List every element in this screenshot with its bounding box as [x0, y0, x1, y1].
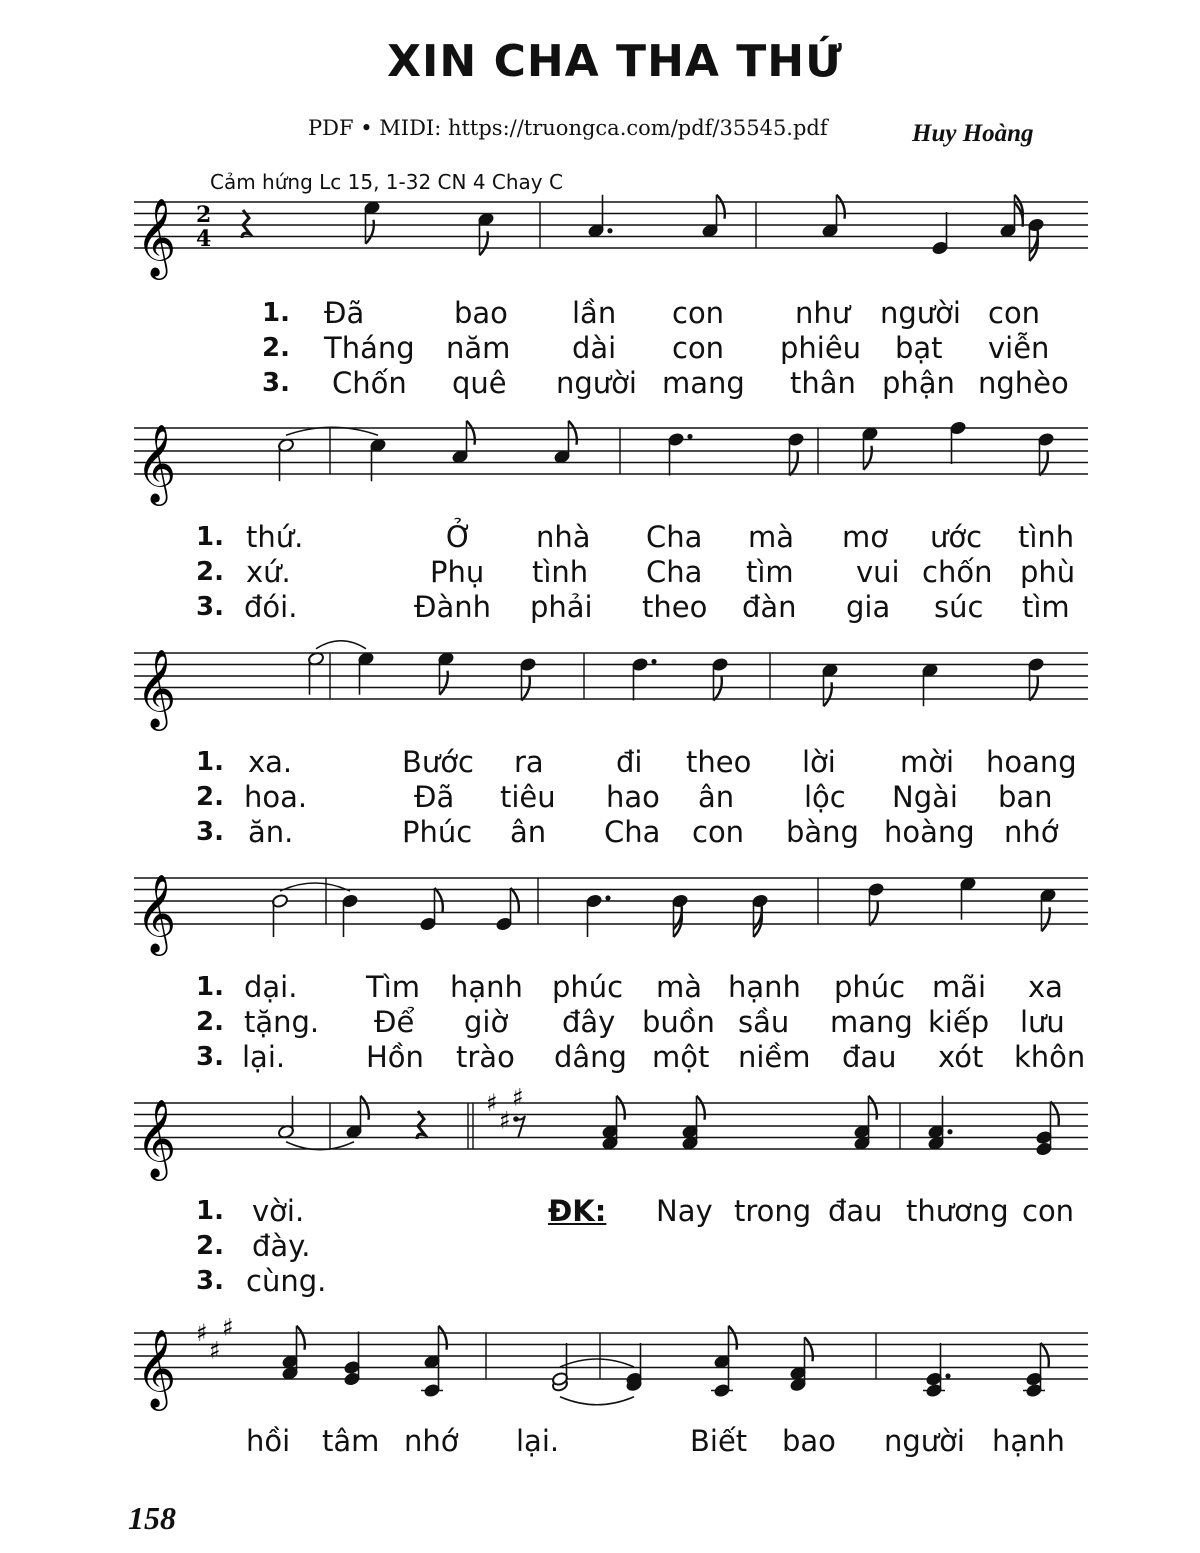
sharp-icon: ♯ — [486, 1089, 498, 1117]
note-flag — [1051, 1102, 1059, 1126]
note-flag — [366, 220, 374, 244]
lyric-syllable: con — [672, 296, 725, 330]
note-flag — [805, 1337, 813, 1361]
lyric-syllable: lần — [572, 296, 617, 330]
treble-clef-icon: 𝄞 — [136, 1329, 177, 1408]
lyric-syllable: Đành — [414, 590, 492, 624]
lyric-syllable: theo — [686, 745, 752, 779]
lyric-syllable: Ở — [446, 520, 473, 554]
lyric-syllable: Đã — [414, 780, 455, 814]
treble-clef-icon: 𝄞 — [136, 198, 177, 277]
lyric-syllable: phúc — [834, 970, 906, 1004]
staff-group — [134, 641, 1088, 731]
lyric-syllable: hạnh — [992, 1424, 1065, 1458]
lyric-syllable: đàn — [742, 590, 797, 624]
treble-clef-icon: 𝄞 — [136, 424, 177, 503]
note-flag — [361, 1096, 369, 1120]
lyric-syllable: Để — [374, 1005, 415, 1039]
verse-number: 1. — [196, 522, 224, 552]
lyric-syllable: ân — [510, 815, 547, 849]
verse-number: 3. — [196, 592, 224, 622]
lyric-syllable: tâm — [322, 1424, 380, 1458]
sharp-icon: ♯ — [512, 1083, 524, 1112]
lyric-syllable: đày. — [252, 1229, 311, 1263]
lyric-syllable: ước — [930, 520, 983, 554]
lyric-syllable: Đã — [324, 296, 365, 330]
lyric-syllable: phúc — [552, 970, 624, 1004]
lyric-syllable: dài — [572, 331, 617, 365]
verse-number: 3. — [196, 817, 224, 847]
lyric-syllable: phù — [1020, 555, 1076, 589]
verse-number: 1. — [196, 972, 224, 1002]
lyric-syllable: cùng. — [246, 1264, 327, 1298]
lyric-syllable: hồi — [246, 1424, 291, 1458]
staff — [0, 142, 1200, 312]
lyric-syllable: phận — [882, 366, 955, 400]
verse-number: 1. — [262, 298, 290, 328]
note-flag — [790, 452, 798, 476]
lyric-syllable: Tháng — [324, 331, 415, 365]
verse-number: 3. — [262, 368, 290, 398]
note-flag — [617, 1096, 625, 1120]
refrain-label: ĐK: — [548, 1194, 607, 1228]
note-flag — [569, 421, 577, 445]
lyric-syllable: nhớ — [1004, 815, 1059, 849]
lyric-syllable: theo — [642, 590, 708, 624]
note-flag — [522, 677, 530, 701]
lyric-syllable: người — [880, 296, 961, 330]
lyric-syllable: quê — [452, 366, 507, 400]
verse-number: 2. — [196, 1231, 224, 1261]
lyric-syllable: Biết — [690, 1424, 748, 1458]
note-flag — [1042, 907, 1050, 931]
lyric-syllable: mà — [748, 520, 795, 554]
lyric-syllable: thứ. — [246, 520, 304, 554]
note-flag — [864, 446, 872, 470]
treble-clef-icon: 𝄞 — [136, 874, 177, 953]
lyric-syllable: vui — [856, 555, 900, 589]
staff-group — [134, 874, 1088, 956]
staff — [0, 1273, 1200, 1443]
lyric-syllable: thân — [790, 366, 856, 400]
lyric-syllable: hao — [606, 780, 660, 814]
lyric-syllable: mang — [830, 1005, 913, 1039]
lyric-syllable: Bước — [402, 745, 474, 779]
lyric-syllable: bạt — [895, 331, 943, 365]
dot — [605, 895, 610, 900]
dot — [947, 1129, 952, 1134]
verse-number: 3. — [196, 1042, 224, 1072]
staff-group — [134, 195, 1088, 280]
dot — [607, 228, 612, 233]
note-flag — [729, 1326, 737, 1350]
note-flag — [697, 1096, 705, 1120]
lyric-syllable: Chốn — [332, 366, 407, 400]
lyric-syllable: người — [884, 1424, 965, 1458]
lyric-syllable: bao — [454, 296, 508, 330]
note-flag — [1030, 677, 1038, 701]
sharp-icon: ♯ — [209, 1336, 221, 1365]
lyric-syllable: tặng. — [244, 1005, 320, 1039]
composer: Huy Hoàng — [912, 120, 1034, 147]
lyric-syllable: viễn — [988, 331, 1050, 365]
dot — [945, 1373, 950, 1378]
refrain-lyric: Nay — [656, 1194, 713, 1228]
lyric-syllable: mơ — [842, 520, 888, 554]
lyric-syllable: vời. — [252, 1194, 305, 1228]
lyric-syllable: mãi — [932, 970, 987, 1004]
lyric-syllable: hoa. — [244, 780, 308, 814]
lyric-syllable: con — [672, 331, 725, 365]
note-flag — [297, 1326, 305, 1350]
verse-number: 3. — [196, 1266, 224, 1296]
lyric-syllable: kiếp — [928, 1005, 990, 1039]
lyric-syllable: phải — [530, 590, 593, 624]
lyric-syllable: đây — [562, 1005, 616, 1039]
lyric-syllable: trào — [456, 1040, 515, 1074]
lyric-syllable: Ngài — [892, 780, 958, 814]
lyric-syllable: chốn — [922, 555, 993, 589]
lyric-syllable: nhà — [536, 520, 591, 554]
lyric-syllable: lại. — [242, 1040, 286, 1074]
refrain-lyric: thương — [906, 1194, 1009, 1228]
lyric-syllable: xứ. — [246, 555, 291, 589]
lyric-syllable: mang — [662, 366, 745, 400]
refrain-lyric: đau — [828, 1194, 883, 1228]
note-flag — [440, 671, 448, 695]
lyric-syllable: sầu — [738, 1005, 790, 1039]
lyric-syllable: giờ — [464, 1005, 509, 1039]
verse-number: 2. — [196, 1007, 224, 1037]
lyric-syllable: con — [692, 815, 745, 849]
note-flag — [467, 421, 475, 445]
note-flag — [511, 888, 519, 912]
lyric-syllable: xót — [938, 1040, 984, 1074]
lyric-syllable: nghèo — [978, 366, 1069, 400]
lyric-syllable: nhớ — [404, 1424, 459, 1458]
lyric-syllable: súc — [934, 590, 984, 624]
verse-number: 2. — [196, 782, 224, 812]
lyric-syllable: hạnh — [450, 970, 523, 1004]
tie — [560, 1359, 634, 1367]
lyric-syllable: Cha — [646, 520, 703, 554]
lyric-syllable: khôn — [1014, 1040, 1086, 1074]
lyric-syllable: Cha — [646, 555, 703, 589]
lyric-syllable: Hồn — [366, 1040, 424, 1074]
eighth-rest — [516, 1116, 525, 1138]
staff-group — [134, 1313, 1088, 1411]
note-flag — [1040, 452, 1048, 476]
verse-number: 1. — [196, 747, 224, 777]
lyric-syllable: đau — [842, 1040, 897, 1074]
dot — [651, 659, 656, 664]
sharp-icon: ♯ — [196, 1319, 208, 1347]
lyric-syllable: bàng — [786, 815, 859, 849]
refrain-lyric: con — [1022, 1194, 1075, 1228]
staff-group — [134, 1083, 1088, 1181]
lyric-syllable: tiêu — [500, 780, 556, 814]
treble-clef-icon: 𝄞 — [136, 649, 177, 728]
lyric-syllable: Phúc — [402, 815, 473, 849]
lyric-syllable: hoang — [986, 745, 1077, 779]
lyric-syllable: như — [795, 296, 851, 330]
lyric-syllable: mời — [900, 745, 955, 779]
lyric-syllable: lộc — [804, 780, 846, 814]
lyric-syllable: dâng — [554, 1040, 627, 1074]
source-link[interactable]: PDF • MIDI: https://truongca.com/pdf/35545.pdf — [308, 116, 828, 140]
lyric-syllable: tình — [532, 555, 589, 589]
tie — [560, 1397, 634, 1405]
lyric-syllable: ban — [998, 780, 1053, 814]
lyric-syllable: con — [988, 296, 1041, 330]
lyric-syllable: mà — [656, 970, 703, 1004]
lyric-syllable: dại. — [244, 970, 298, 1004]
lyric-syllable: lại. — [516, 1424, 560, 1458]
lyric-syllable: phiêu — [780, 331, 862, 365]
lyric-syllable: ân — [698, 780, 735, 814]
time-signature-top: 2 — [196, 202, 212, 228]
tie — [316, 641, 366, 649]
lyric-syllable: người — [556, 366, 637, 400]
note-flag — [717, 195, 725, 219]
staff — [0, 593, 1200, 763]
treble-clef-icon: 𝄞 — [136, 1099, 177, 1178]
lyric-syllable: xa. — [248, 745, 293, 779]
lyric-syllable: niềm — [738, 1040, 811, 1074]
sharp-icon: ♯ — [222, 1313, 234, 1342]
page-number: 158 — [128, 1500, 176, 1536]
note-flag — [837, 195, 845, 219]
verse-number: 2. — [262, 333, 290, 363]
lyric-syllable: hoàng — [884, 815, 975, 849]
note-flag — [435, 888, 443, 912]
lyric-syllable: gia — [846, 590, 891, 624]
lyric-syllable: hạnh — [728, 970, 801, 1004]
lyric-syllable: xa — [1028, 970, 1063, 1004]
refrain-lyric: trong — [734, 1194, 812, 1228]
lyric-syllable: tìm — [746, 555, 794, 589]
lyric-syllable: năm — [446, 331, 511, 365]
lyric-syllable: một — [652, 1040, 710, 1074]
note-flag — [714, 677, 722, 701]
inspiration-note: Cảm hứng Lc 15, 1-32 CN 4 Chay C — [210, 170, 563, 194]
lyric-syllable: đi — [616, 745, 643, 779]
lyric-syllable: Phụ — [430, 555, 485, 589]
verse-number: 1. — [196, 1196, 224, 1226]
lyric-syllable: lời — [802, 745, 836, 779]
note-flag — [439, 1326, 447, 1350]
sharp-icon: ♯ — [499, 1106, 511, 1135]
song-title: XIN CHA THA THỨ — [387, 36, 843, 87]
lyric-syllable: buồn — [642, 1005, 715, 1039]
dot — [687, 434, 692, 439]
note-flag — [824, 682, 832, 706]
lyric-syllable: ra — [514, 745, 544, 779]
lyric-syllable: lưu — [1020, 1005, 1065, 1039]
lyric-syllable: ăn. — [248, 815, 294, 849]
note-flag — [870, 902, 878, 926]
lyric-syllable: tìm — [1022, 590, 1070, 624]
lyric-syllable: bao — [782, 1424, 836, 1458]
note-flag — [869, 1096, 877, 1120]
note-flag — [480, 231, 488, 255]
note-flag — [1041, 1343, 1049, 1367]
lyric-syllable: tình — [1018, 520, 1075, 554]
staff-group — [134, 420, 1088, 506]
lyric-syllable: Tìm — [366, 970, 421, 1004]
verse-number: 2. — [196, 557, 224, 587]
time-signature-bottom: 4 — [196, 226, 212, 252]
lyric-syllable: Cha — [604, 815, 661, 849]
lyric-syllable: đói. — [244, 590, 298, 624]
